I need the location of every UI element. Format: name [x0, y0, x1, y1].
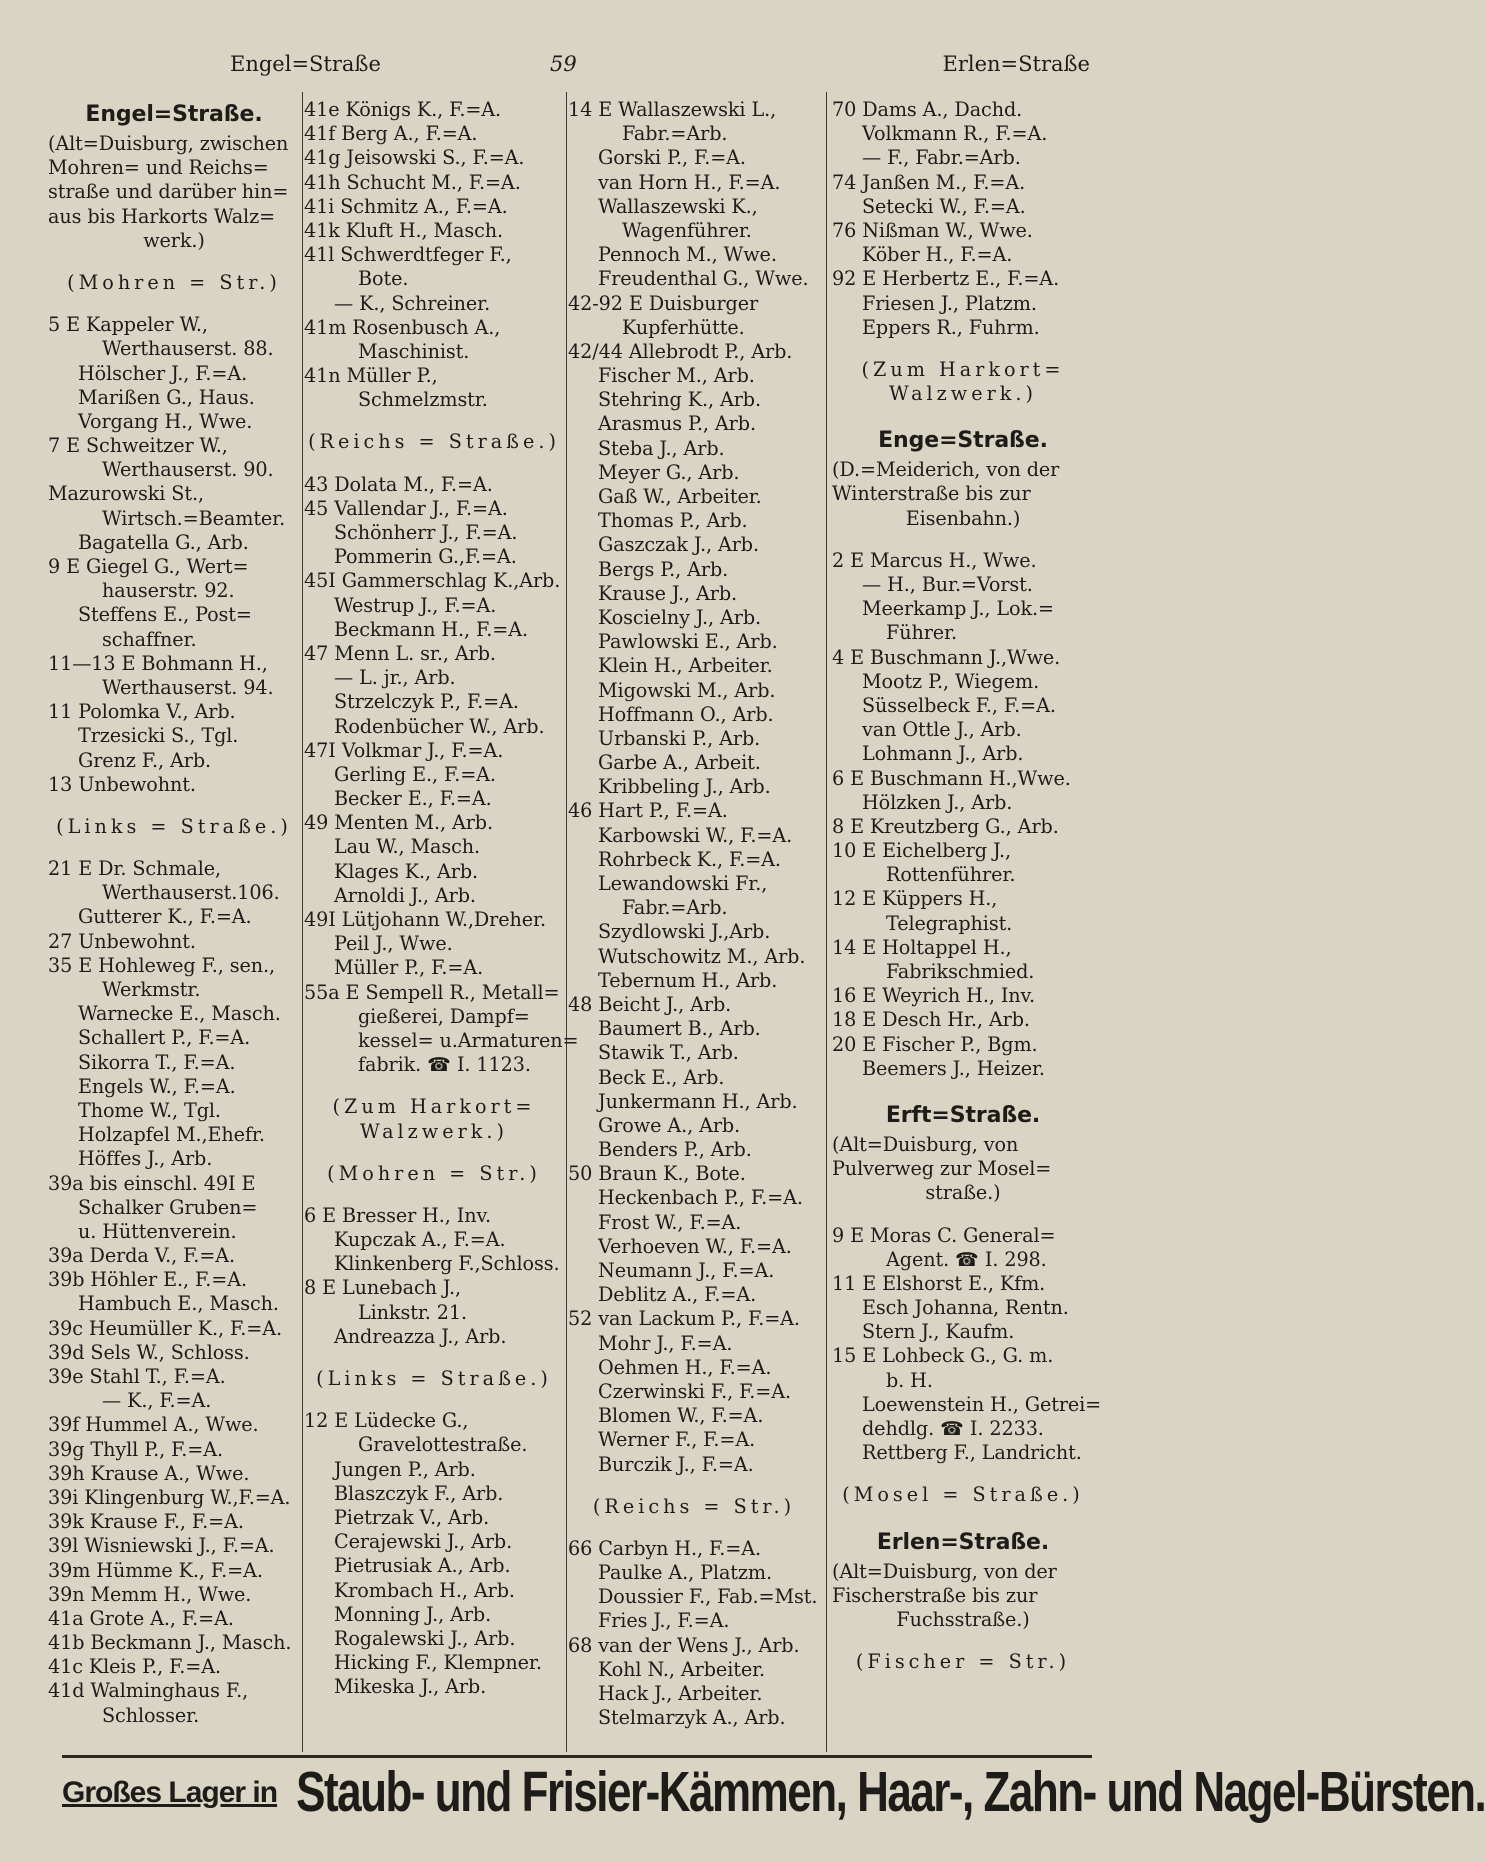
directory-line: Baumert B., Arb.: [598, 1017, 761, 1041]
directory-line: Hölzken J., Arb.: [862, 790, 1013, 814]
directory-line: werk.): [143, 228, 205, 252]
directory-line: Mikeska J., Arb.: [334, 1675, 487, 1699]
advertisement-banner: [62, 1761, 1485, 1838]
column-1: [48, 98, 300, 1748]
directory-line: Steba J., Arb.: [598, 436, 725, 460]
directory-line: 46 Hart P., F.=A.: [568, 799, 728, 823]
directory-line: [48, 839, 300, 857]
directory-line: [832, 1465, 1094, 1483]
directory-line: [832, 340, 1094, 358]
directory-line: Süsselbeck F., F.=A.: [862, 693, 1056, 717]
directory-line: Werner F., F.=A.: [598, 1428, 756, 1452]
directory-line: straße.): [925, 1181, 1001, 1205]
directory-line: 14 E Holtappel H.,: [832, 935, 1012, 959]
directory-line: Meerkamp J., Lok.=: [862, 597, 1054, 621]
directory-line: Eppers R., Fuhrm.: [862, 315, 1040, 339]
directory-line: Hambuch E., Masch.: [78, 1292, 279, 1316]
directory-line: Rogalewski J., Arb.: [334, 1626, 516, 1650]
directory-line: Winterstraße bis zur: [832, 482, 1031, 506]
directory-line: Bergs P., Arb.: [598, 557, 729, 581]
directory-line: Bote.: [358, 267, 409, 291]
directory-line: Hicking F., Klempner.: [334, 1651, 542, 1675]
directory-line: [304, 1349, 564, 1367]
directory-line: [304, 412, 564, 430]
header-right-street: Erlen=Straße: [942, 52, 1090, 76]
directory-line: 39m Hümme K., F.=A.: [48, 1558, 263, 1582]
directory-line: 39d Sels W., Schloss.: [48, 1340, 250, 1364]
directory-line: 27 Unbewohnt.: [48, 929, 196, 953]
directory-line: Krombach H., Arb.: [334, 1578, 515, 1602]
directory-line: 50 Braun K., Bote.: [568, 1162, 746, 1186]
directory-line: [832, 1081, 1094, 1099]
directory-line: Koscielny J., Arb.: [598, 605, 761, 629]
directory-line: [48, 797, 300, 815]
directory-line: 49 Menten M., Arb.: [304, 811, 493, 835]
directory-line: [304, 455, 564, 473]
directory-line: Fischerstraße bis zur: [832, 1583, 1038, 1607]
directory-line: 39h Krause A., Wwe.: [48, 1461, 250, 1485]
directory-line: 7 E Schweitzer W.,: [48, 434, 228, 458]
directory-line: [48, 253, 300, 271]
directory-line: 52 van Lackum P., F.=A.: [568, 1307, 800, 1331]
directory-line: — K., F.=A.: [102, 1389, 212, 1413]
directory-line: Mohren= und Reichs=: [48, 156, 269, 180]
directory-line: 39i Klingenburg W.,F.=A.: [48, 1485, 291, 1509]
directory-line: — K., Schreiner.: [334, 291, 491, 315]
directory-line: Telegraphist.: [886, 911, 1013, 935]
header-left-street: Engel=Straße: [230, 52, 381, 76]
directory-line: 15 E Lohbeck G., G. m.: [832, 1344, 1054, 1368]
directory-line: 12 E Lüdecke G.,: [304, 1409, 469, 1433]
directory-line: Meyer G., Arb.: [598, 460, 740, 484]
directory-line: Mohr J., F.=A.: [598, 1331, 733, 1355]
directory-line: Frost W., F.=A.: [598, 1210, 742, 1234]
directory-line: Werthauserst. 88.: [102, 337, 274, 361]
directory-line: [832, 531, 1094, 549]
directory-line: 16 E Weyrich H., Inv.: [832, 984, 1036, 1008]
directory-line: 9 E Moras C. General=: [832, 1223, 1056, 1247]
directory-line: Beckmann H., F.=A.: [334, 617, 528, 641]
directory-line: 41n Müller P.,: [304, 364, 438, 388]
directory-line: Fischer M., Arb.: [598, 364, 755, 388]
directory-line: Pietrzak V., Arb.: [334, 1505, 490, 1529]
cross-street-marker: (Fischer = Str.): [855, 1650, 1071, 1674]
directory-line: Gravelottestraße.: [358, 1433, 528, 1457]
directory-line: Esch Johanna, Rentn.: [862, 1296, 1069, 1320]
directory-line: 14 E Wallaszewski L.,: [568, 98, 777, 121]
directory-line: Benders P., Arb.: [598, 1138, 752, 1162]
directory-line: Garbe A., Arbeit.: [598, 751, 761, 775]
cross-street-marker: (Zum Harkort=: [861, 357, 1065, 381]
directory-line: Klein H., Arbeiter.: [598, 654, 773, 678]
directory-line: Rottenführer.: [886, 863, 1016, 887]
directory-line: Pawlowski E., Arb.: [598, 630, 778, 654]
street-heading: Engel=Straße.: [85, 102, 263, 127]
cross-street-marker: Walzwerk.): [889, 382, 1037, 406]
directory-line: Führer.: [886, 621, 958, 645]
directory-line: Werthauserst. 90.: [102, 458, 274, 482]
directory-line: Blomen W., F.=A.: [598, 1404, 764, 1428]
directory-line: Sikorra T., F.=A.: [78, 1050, 236, 1074]
directory-line: Krause J., Arb.: [598, 581, 738, 605]
directory-line: Cerajewski J., Arb.: [334, 1530, 513, 1554]
directory-line: 74 Janßen M., F.=A.: [832, 170, 1026, 194]
directory-line: Oehmen H., F.=A.: [598, 1355, 772, 1379]
directory-line: 42/44 Allebrodt P., Arb.: [568, 339, 793, 363]
directory-line: Loewenstein H., Getrei=: [862, 1392, 1102, 1416]
directory-line: 39g Thyll P., F.=A.: [48, 1437, 224, 1461]
directory-line: 48 Beicht J., Arb.: [568, 992, 732, 1016]
directory-line: Stern J., Kaufm.: [862, 1320, 1015, 1344]
directory-line: Hölscher J., F.=A.: [78, 361, 248, 385]
directory-line: Heckenbach P., F.=A.: [598, 1186, 803, 1210]
directory-line: Hoffmann O., Arb.: [598, 702, 774, 726]
directory-line: Werthauserst. 94.: [102, 675, 274, 699]
directory-line: hauserstr. 92.: [102, 579, 235, 603]
directory-line: (D.=Meiderich, von der: [832, 458, 1060, 482]
street-heading: Enge=Straße.: [878, 428, 1048, 454]
directory-line: 45I Gammerschlag K.,Arb.: [304, 569, 561, 593]
directory-line: Kupferhütte.: [622, 315, 745, 339]
directory-line: Czerwinski F., F.=A.: [598, 1379, 792, 1403]
directory-line: Müller P., F.=A.: [334, 956, 484, 980]
directory-line: 41b Beckmann J., Masch.: [48, 1631, 292, 1655]
directory-line: 47 Menn L. sr., Arb.: [304, 641, 496, 665]
directory-line: 2 E Marcus H., Wwe.: [832, 548, 1037, 572]
directory-line: Kohl N., Arbeiter.: [598, 1657, 766, 1681]
directory-line: Stehring K., Arb.: [598, 388, 761, 412]
directory-line: Hack J., Arbeiter.: [598, 1682, 763, 1705]
directory-line: 92 E Herbertz E., F.=A.: [832, 267, 1060, 291]
directory-line: Pulverweg zur Mosel=: [832, 1157, 1052, 1181]
directory-line: [304, 1144, 564, 1162]
directory-line: Becker E., F.=A.: [334, 787, 492, 811]
directory-line: Westrup J., F.=A.: [334, 593, 497, 617]
directory-line: [568, 1477, 820, 1495]
directory-line: Junkermann H., Arb.: [598, 1089, 798, 1113]
directory-line: Rettberg F., Landricht.: [862, 1441, 1082, 1465]
directory-line: Burczik J., F.=A.: [598, 1452, 754, 1476]
directory-line: Andreazza J., Arb.: [334, 1324, 507, 1348]
directory-line: Mazurowski St.,: [48, 482, 204, 506]
directory-line: 20 E Fischer P., Bgm.: [832, 1032, 1038, 1056]
directory-line: Beemers J., Heizer.: [862, 1056, 1045, 1080]
cross-street-marker: (Links = Straße.): [316, 1367, 552, 1390]
directory-line: kessel= u.Armaturen=: [358, 1028, 579, 1052]
directory-line: Klages K., Arb.: [334, 859, 479, 883]
directory-line: Schlosser.: [102, 1703, 200, 1727]
directory-line: Blaszczyk F., Arb.: [334, 1481, 504, 1505]
directory-line: 41k Kluft H., Masch.: [304, 218, 504, 242]
directory-line: [832, 1632, 1094, 1650]
directory-line: Peil J., Wwe.: [334, 932, 453, 956]
directory-line: Wutschowitz M., Arb.: [598, 944, 806, 968]
directory-line: Karbowski W., F.=A.: [598, 823, 793, 847]
directory-line: 12 E Küppers H.,: [832, 887, 998, 911]
directory-line: 47I Volkmar J., F.=A.: [304, 738, 504, 762]
directory-line: Kupczak A., F.=A.: [334, 1228, 506, 1252]
column-divider: [302, 92, 303, 1752]
directory-line: Gutterer K., F.=A.: [78, 905, 252, 929]
directory-line: Schmelzmstr.: [358, 388, 488, 412]
directory-line: Doussier F., Fab.=Mst.: [598, 1585, 818, 1609]
directory-line: (Alt=Duisburg, zwischen: [48, 132, 289, 155]
directory-line: 42-92 E Duisburger: [568, 291, 759, 315]
directory-line: 39b Höhler E., F.=A.: [48, 1268, 247, 1292]
directory-line: Lau W., Masch.: [334, 835, 481, 859]
directory-line: Tebernum H., Arb.: [598, 968, 778, 992]
directory-line: Bagatella G., Arb.: [78, 530, 249, 554]
directory-line: Engels W., F.=A.: [78, 1074, 236, 1098]
directory-line: Wirtsch.=Beamter.: [102, 506, 286, 530]
directory-line: [832, 406, 1094, 424]
directory-line: [304, 1186, 564, 1204]
directory-line: 55a E Sempell R., Metall=: [304, 980, 560, 1004]
directory-line: 39k Krause F., F.=A.: [48, 1510, 244, 1534]
directory-line: (Alt=Duisburg, von: [832, 1132, 1019, 1156]
directory-line: Thome W., Tgl.: [78, 1098, 221, 1122]
directory-line: Wagenführer.: [622, 218, 752, 242]
directory-line: Lohmann J., Arb.: [862, 742, 1024, 766]
directory-line: Beck E., Arb.: [598, 1065, 725, 1089]
directory-line: Fries J., F.=A.: [598, 1609, 730, 1633]
directory-line: gießerei, Dampf=: [358, 1004, 530, 1028]
cross-street-marker: (Zum Harkort=: [332, 1095, 536, 1119]
directory-line: 41f Berg A., F.=A.: [304, 122, 478, 146]
directory-line: 43 Dolata M., F.=A.: [304, 472, 493, 496]
directory-line: Pommerin G.,F.=A.: [334, 545, 517, 569]
directory-line: 39l Wisniewski J., F.=A.: [48, 1534, 275, 1558]
directory-line: Migowski M., Arb.: [598, 678, 776, 702]
directory-line: Gorski P., F.=A.: [598, 146, 746, 170]
directory-line: 39a bis einschl. 49I E: [48, 1171, 256, 1195]
directory-line: [832, 1508, 1094, 1526]
column-divider: [826, 92, 827, 1752]
directory-line: Gerling E., F.=A.: [334, 762, 496, 786]
ad-main-text: Staub- und Frisier-Kämmen, Haar-, Zahn- und Nagel-Bürsten.: [296, 1761, 1485, 1824]
directory-line: 9 E Giegel G., Wert=: [48, 555, 249, 578]
street-heading: Erft=Straße.: [885, 1102, 1041, 1128]
directory-line: straße und darüber hin=: [48, 180, 289, 204]
directory-line: fabrik. ☎ I. 1123.: [358, 1053, 531, 1077]
directory-line: Werkmstr.: [102, 978, 201, 1001]
column-divider: [566, 92, 567, 1752]
directory-line: Strzelczyk P., F.=A.: [334, 690, 519, 714]
directory-line: 6 E Buschmann H.,Wwe.: [832, 766, 1071, 790]
directory-line: van Ottle J., Arb.: [862, 718, 1022, 742]
directory-line: van Horn H., F.=A.: [598, 170, 781, 194]
directory-line: Lewandowski Fr.,: [598, 872, 768, 895]
directory-line: schaffner.: [102, 627, 197, 651]
cross-street-marker: (Mohren = Str.): [327, 1161, 541, 1185]
directory-line: 6 E Bresser H., Inv.: [304, 1203, 491, 1227]
directory-line: u. Hüttenverein.: [78, 1219, 237, 1243]
directory-line: Kribbeling J., Arb.: [598, 775, 771, 799]
directory-line: 8 E Lunebach J.,: [304, 1276, 461, 1300]
directory-line: 76 Nißman W., Wwe.: [832, 218, 1033, 242]
directory-line: aus bis Harkorts Walz=: [48, 204, 276, 228]
column-4: [832, 98, 1102, 1748]
directory-line: Köber H., F.=A.: [862, 243, 1013, 267]
directory-line: Neumann J., F.=A.: [598, 1259, 775, 1282]
cross-street-marker: (Mohren = Str.): [67, 270, 281, 294]
directory-line: 41c Kleis P., F.=A.: [48, 1655, 222, 1679]
directory-line: Volkmann R., F.=A.: [862, 122, 1048, 146]
directory-line: Freudenthal G., Wwe.: [598, 267, 809, 291]
directory-line: Growe A., Arb.: [598, 1113, 741, 1137]
directory-line: Eisenbahn.): [905, 506, 1021, 530]
directory-line: Grenz F., Arb.: [78, 748, 212, 772]
directory-line: 39f Hummel A., Wwe.: [48, 1413, 259, 1437]
directory-line: 35 E Hohleweg F., sen.,: [48, 953, 275, 977]
directory-line: Linkstr. 21.: [358, 1300, 467, 1324]
directory-line: [304, 1391, 564, 1409]
footer-rule: [62, 1755, 1092, 1758]
directory-line: Wallaszewski K.,: [598, 194, 758, 218]
directory-line: Trzesicki S., Tgl.: [78, 724, 239, 748]
directory-line: Fabr.=Arb.: [622, 896, 728, 920]
directory-line: Maschinist.: [358, 339, 470, 363]
directory-line: 39n Memm H., Wwe.: [48, 1582, 252, 1606]
directory-line: 41d Walminghaus F.,: [48, 1679, 249, 1703]
cross-street-marker: (Mosel = Straße.): [842, 1483, 1084, 1507]
directory-line: [832, 1206, 1094, 1224]
directory-line: Setecki W., F.=A.: [862, 194, 1026, 218]
cross-street-marker: (Reichs = Straße.): [308, 430, 560, 454]
directory-line: 41g Jeisowski S., F.=A.: [304, 146, 525, 170]
directory-line: 41h Schucht M., F.=A.: [304, 170, 521, 194]
directory-line: 11 Polomka V., Arb.: [48, 700, 236, 724]
directory-line: 39a Derda V., F.=A.: [48, 1244, 236, 1268]
directory-line: [48, 295, 300, 313]
directory-line: Pietrusiak A., Arb.: [334, 1554, 511, 1578]
directory-line: — L. jr., Arb.: [334, 666, 456, 690]
directory-line: Pennoch M., Wwe.: [598, 243, 777, 267]
directory-line: Arasmus P., Arb.: [598, 412, 756, 436]
directory-line: 10 E Eichelberg J.,: [832, 839, 1012, 863]
directory-line: [304, 1077, 564, 1095]
directory-line: Szydlowski J.,Arb.: [598, 920, 771, 944]
directory-line: Werthauserst.106.: [102, 881, 280, 905]
directory-line: 41l Schwerdtfeger F.,: [304, 243, 512, 267]
directory-line: Holzapfel M.,Ehefr.: [78, 1123, 265, 1147]
directory-line: Schallert P., F.=A.: [78, 1026, 251, 1050]
directory-line: 5 E Kappeler W.,: [48, 313, 208, 337]
directory-line: 8 E Kreutzberg G., Arb.: [832, 814, 1059, 838]
directory-line: Schönherr J., F.=A.: [334, 521, 518, 544]
directory-line: Schalker Gruben=: [78, 1195, 258, 1219]
directory-line: 13 Unbewohnt.: [48, 772, 196, 796]
directory-line: Marißen G., Haus.: [78, 385, 255, 409]
cross-street-marker: (Links = Straße.): [56, 814, 292, 838]
directory-line: 39e Stahl T., F.=A.: [48, 1365, 226, 1388]
directory-line: Fuchsstraße.): [896, 1607, 1030, 1631]
directory-line: 18 E Desch Hr., Arb.: [832, 1008, 1030, 1032]
directory-line: Fabr.=Arb.: [622, 122, 728, 146]
directory-line: Steffens E., Post=: [78, 603, 252, 627]
directory-line: Warnecke E., Masch.: [78, 1002, 281, 1026]
directory-line: Gaszczak J., Arb.: [598, 533, 759, 557]
page-number: 59: [550, 52, 577, 76]
directory-line: Thomas P., Arb.: [598, 509, 748, 533]
directory-line: [568, 1519, 820, 1537]
directory-line: b. H.: [886, 1368, 933, 1392]
directory-line: Paulke A., Platzm.: [598, 1561, 773, 1585]
cross-street-marker: (Reichs = Str.): [592, 1494, 796, 1518]
column-2: [304, 98, 579, 1748]
directory-line: Gaß W., Arbeiter.: [598, 485, 762, 508]
directory-line: Rohrbeck K., F.=A.: [598, 847, 781, 871]
directory-line: Monning J., Arb.: [334, 1602, 492, 1626]
directory-line: dehdlg. ☎ I. 2233.: [862, 1417, 1044, 1440]
directory-line: 41e Königs K., F.=A.: [304, 98, 502, 121]
directory-line: 66 Carbyn H., F.=A.: [568, 1536, 761, 1560]
directory-line: Arnoldi J., Arb.: [334, 883, 476, 907]
ad-lead-text: Großes Lager in: [62, 1776, 278, 1809]
directory-line: — H., Bur.=Vorst.: [862, 573, 1033, 596]
directory-line: 68 van der Wens J., Arb.: [568, 1633, 800, 1657]
directory-line: Agent. ☎ I. 298.: [886, 1247, 1047, 1271]
directory-line: Vorgang H., Wwe.: [78, 409, 253, 433]
street-heading: Erlen=Straße.: [876, 1529, 1050, 1555]
column-3: [568, 98, 820, 1748]
directory-line: 70 Dams A., Dachd.: [832, 98, 1023, 121]
directory-line: 41i Schmitz A., F.=A.: [304, 194, 508, 218]
directory-line: Stawik T., Arb.: [598, 1041, 739, 1065]
directory-line: 11—13 E Bohmann H.,: [48, 651, 268, 675]
directory-line: Deblitz A., F.=A.: [598, 1283, 757, 1307]
directory-line: 41a Grote A., F.=A.: [48, 1606, 234, 1630]
directory-line: Rodenbücher W., Arb.: [334, 714, 545, 738]
directory-line: 45 Vallendar J., F.=A.: [304, 496, 508, 520]
directory-line: 11 E Elshorst E., Kfm.: [832, 1271, 1046, 1295]
running-head: [230, 52, 1090, 82]
directory-line: Friesen J., Platzm.: [862, 291, 1037, 315]
directory-line: Verhoeven W., F.=A.: [598, 1234, 792, 1258]
directory-line: (Alt=Duisburg, von der: [832, 1559, 1057, 1583]
directory-line: 41m Rosenbusch A.,: [304, 315, 501, 339]
directory-line: 39c Heumüller K., F.=A.: [48, 1316, 282, 1340]
directory-line: 4 E Buschmann J.,Wwe.: [832, 645, 1061, 669]
directory-line: Klinkenberg F.,Schloss.: [334, 1252, 560, 1276]
cross-street-marker: Walzwerk.): [360, 1119, 508, 1143]
directory-line: Jungen P., Arb.: [334, 1457, 476, 1481]
directory-line: 21 E Dr. Schmale,: [48, 857, 222, 881]
directory-line: — F., Fabr.=Arb.: [862, 146, 1021, 170]
directory-line: Fabrikschmied.: [886, 960, 1035, 983]
directory-line: Mootz P., Wiegem.: [862, 669, 1040, 693]
directory-line: 49I Lütjohann W.,Dreher.: [304, 908, 546, 931]
directory-line: Stelmarzyk A., Arb.: [598, 1706, 786, 1730]
directory-line: Urbanski P., Arb.: [598, 726, 761, 750]
directory-line: Höffes J., Arb.: [78, 1147, 213, 1171]
